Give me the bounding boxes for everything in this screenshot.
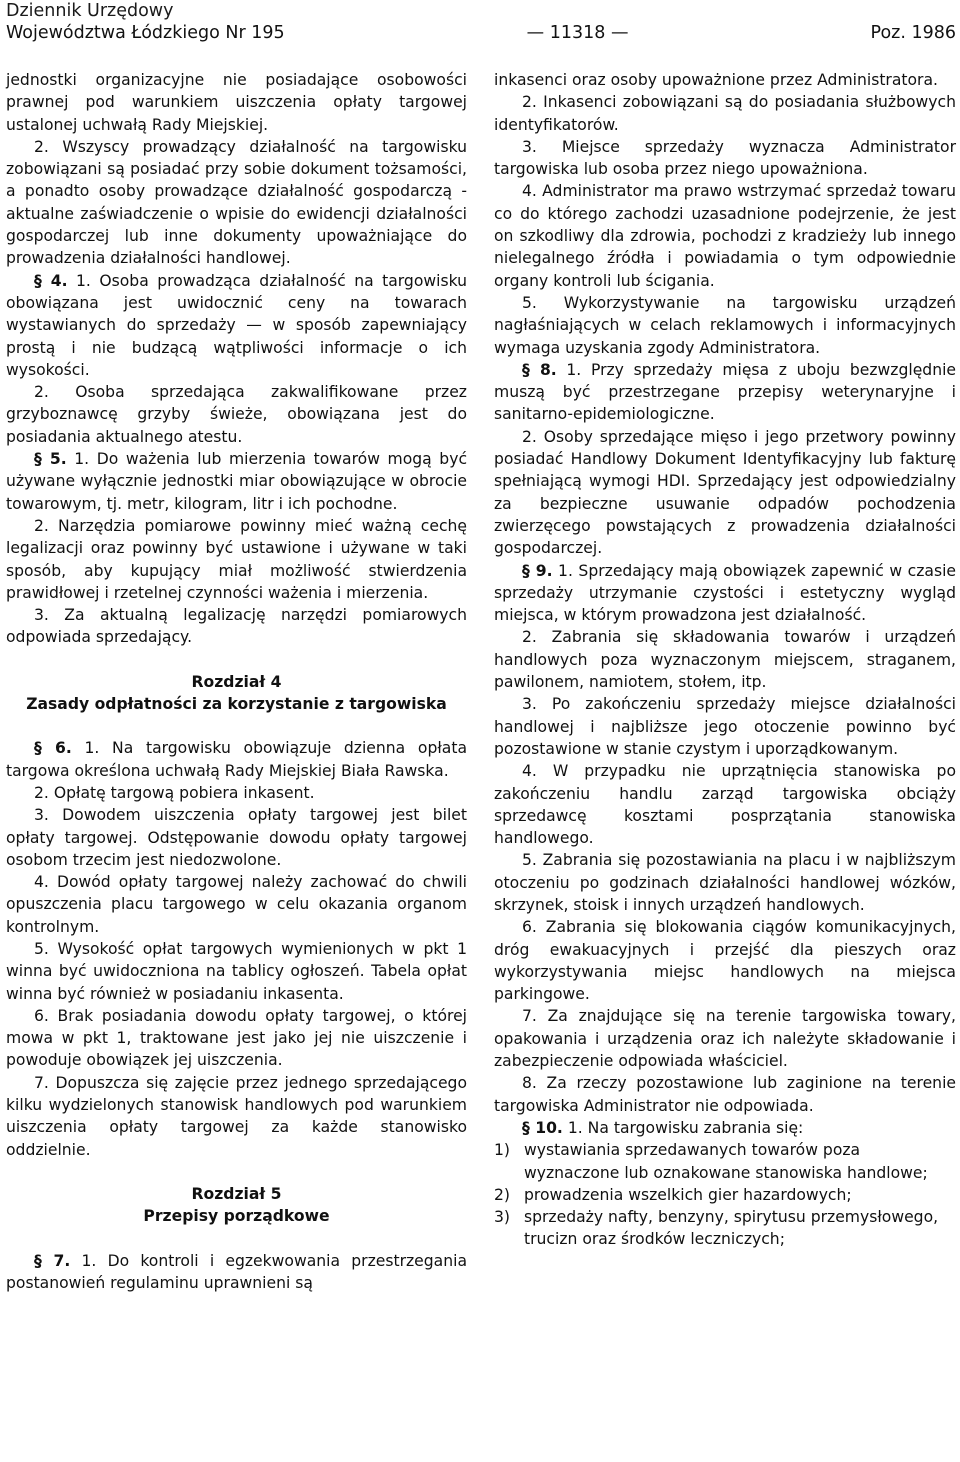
journal-issue: Województwa Łódzkiego Nr 195 [6, 23, 285, 43]
paragraph: 4. W przypadku nie uprzątnięcia stanowiska po zakończeniu handlu zarząd targowiska obciąży sprzedawcę kosztami posprzątania stanowiska handlowego. [494, 762, 956, 848]
chapter-number: Rozdział 4 [191, 672, 282, 691]
list-text: sprzedaży nafty, benzyny, spirytusu przemysłowego, trucizn oraz środków leczniczych; [524, 1208, 939, 1249]
paragraph: 2. Osoby sprzedające mięso i jego przetwory powinny posiadać Handlowy Dokument Identyfikacyjny lub fakturę spełniającą wymogi HDI. Sprzedający jest odpowiedzialny za bezpieczne usuwanie odpadów pochodzenia zwierzęcego powstających z prowadzenia działalności gospodarczej. [494, 427, 956, 558]
paragraph: 7. Dopuszcza się zajęcie przez jednego sprzedającego kilku wydzielonych stanowisk handlowych pod warunkiem uiszczenia opłaty targowej za każde stanowisko oddzielnie. [6, 1073, 467, 1159]
paragraph: 2. Osoba sprzedająca zakwalifikowane przez grzyboznawcę grzyby świeże, obowiązana jest do posiadania aktualnego atestu. [6, 383, 467, 446]
paragraph: 5. Wysokość opłat targowych wymienionych w pkt 1 winna być uwidoczniona na tablicy ogłoszeń. Tabela opłat winna być również w posiadaniu inkasenta. [6, 939, 467, 1003]
header-row [6, 22, 956, 44]
chapter-title: Zasady odpłatności za korzystanie z targowiska [26, 695, 447, 714]
list-item [494, 1206, 956, 1251]
paragraph: 2. Zabrania się składowania towarów i urządzeń handlowych poza wyznaczonym miejscem, straganem, pawilonem, namiotem, stołem, itp. [494, 628, 956, 692]
section-mark: § 6. [34, 739, 72, 758]
paragraph: jednostki organizacyjne nie posiadające osobowości prawnej pod warunkiem uiszczenia opłaty targowej ustalonej uchwałą Rady Miejskiej. [6, 71, 467, 134]
section-4: § 4. 1. Osoba prowadząca działalność na targowisku obowiązana jest uwidocznić ceny na towarach wystawianych do sprzedaży — w sposób zapewniający prostą i nie budzącą wątpliwości informacje o ich wysokości. [6, 271, 468, 379]
paragraph: 2. Opłatę targową pobiera inkasent. [34, 783, 315, 802]
paragraph: 3. Po zakończeniu sprzedaży miejsce działalności handlowej i najbliższe jego otoczenie powinno być pozostawione w stanie czystym i uporządkowanym. [494, 695, 956, 758]
paragraph: 7. Za znajdujące się na terenie targowiska towary, opakowania i urządzenia oraz ich należyte składowanie i zabezpieczenie odpowiada właściciel. [494, 1007, 956, 1071]
paragraph: 8. Za rzeczy pozostawione lub zaginione na terenie targowiska Administrator nie odpowiada. [494, 1074, 956, 1115]
paragraph: 4. Dowód opłaty targowej należy zachować do chwili opuszczenia placu targowego w celu okazania organom kontrolnym. [6, 873, 467, 936]
list-item [494, 1139, 956, 1184]
section-mark: § 10. [522, 1118, 563, 1137]
paragraph: 2. Narzędzia pomiarowe powinny mieć ważną cechę legalizacji oraz powinny być ustawione i używane w taki sposób, aby kupujący miał możliwość stwierdzenia prawidłowej i rzetelnej czynności ważenia i mierzenia. [6, 516, 467, 602]
chapter-5-heading [6, 1183, 467, 1228]
chapter-title: Przepisy porządkowe [143, 1207, 330, 1226]
paragraph: 5. Zabrania się pozostawiania na placu i w najbliższym otoczeniu po godzinach działalności handlowej wózków, skrzynek, stoisk i innych urządzeń handlowych. [494, 851, 956, 914]
page-header [6, 0, 956, 44]
section-mark: § 9. [522, 561, 553, 580]
section-7: § 7. 1. Do kontroli i egzekwowania przestrzegania postanowień regulaminu uprawnieni są [6, 1251, 467, 1292]
section-5: § 5. 1. Do ważenia lub mierzenia towarów mogą być używane wyłącznie jednostki miar obowiązujące w obrocie towarowym, tj. metr, kilogram, litr i ich pochodne. [6, 450, 468, 513]
list-number: 3) [494, 1208, 511, 1227]
paragraph: 4. Administrator ma prawo wstrzymać sprzedaż towaru co do którego zachodzi uzasadnione podejrzenie, że jest on szkodliwy dla zdrowia, pochodzi z kradzieży lub innego nielegalnego źródła i powiadamia o tym odpowiednie organy kontroli lub ścigania. [494, 182, 956, 290]
chapter-number: Rozdział 5 [191, 1184, 282, 1203]
section-mark: § 7. [34, 1251, 71, 1270]
list-number: 1) [494, 1141, 511, 1160]
paragraph: 6. Zabrania się blokowania ciągów komunikacyjnych, dróg ewakuacyjnych i przejść dla pieszych oraz wykorzystywania miejsc handlowych na miejsca parkingowe. [494, 918, 956, 1004]
list-number: 2) [494, 1185, 511, 1204]
section-mark: § 5. [34, 450, 67, 469]
position-number: Poz. 1986 [870, 23, 956, 43]
list-text: wystawiania sprzedawanych towarów poza wyznaczone lub oznakowane stanowiska handlowe; [524, 1141, 928, 1182]
list-item [494, 1184, 956, 1206]
paragraph: 3. Dowodem uiszczenia opłaty targowej jest bilet opłaty targowej. Odstępowanie dowodu opłaty targowej osobom trzecim jest niedozwolone. [6, 806, 467, 869]
paragraph: inkasenci oraz osoby upoważnione przez Administratora. [494, 71, 938, 89]
section-10: § 10. 1. Na targowisku zabrania się: [522, 1118, 804, 1137]
left-column [6, 69, 467, 1294]
paragraph: 5. Wykorzystywanie na targowisku urządzeń nagłaśniających w celach reklamowych i informacyjnych wymaga uzyskania zgody Administratora. [494, 293, 956, 357]
paragraph: 3. Za aktualną legalizację narzędzi pomiarowych odpowiada sprzedający. [6, 606, 467, 647]
section-6: § 6. 1. Na targowisku obowiązuje dzienna opłata targowa określona uchwałą Rady Miejskiej Biała Rawska. [6, 739, 467, 780]
paragraph: 6. Brak posiadania dowodu opłaty targowej, o której mowa w pkt 1, traktowane jest jako jej nie uiszczenie i powoduje obowiązek jej uiszczenia. [6, 1006, 467, 1070]
paragraph: 2. Inkasenci zobowiązani są do posiadania służbowych identyfikatorów. [494, 93, 956, 134]
list-text: prowadzenia wszelkich gier hazardowych; [524, 1185, 852, 1204]
paragraph: 2. Wszyscy prowadzący działalność na targowisku zobowiązani są posiadać przy sobie dokument tożsamości, a ponadto osoby prowadzące działalność gospodarczą - aktualne zaświadczenie o wpisie do ewidencji działalności gospodarczej lub inne dokumenty upoważniające do prowadzenia działalności handlowej. [6, 137, 467, 268]
right-column [494, 69, 956, 1251]
paragraph: 3. Miejsce sprzedaży wyznacza Administrator targowiska lub osoba przez niego upoważniona. [494, 137, 956, 179]
chapter-4-heading [6, 671, 467, 716]
page-number: — 11318 — [526, 23, 629, 43]
section-9: § 9. 1. Sprzedający mają obowiązek zapewnić w czasie sprzedaży utrzymanie czystości i estetyczny wygląd miejsca, w którym prowadzona jest działalność. [494, 561, 956, 625]
journal-title: Dziennik Urzędowy [6, 1, 174, 21]
section-8: § 8. 1. Przy sprzedaży mięsa z uboju bezwzględnie muszą być przestrzegane przepisy weterynaryjne i sanitarno-epidemiologiczne. [494, 360, 957, 424]
section-mark: § 4. [34, 271, 68, 290]
section-mark: § 8. [522, 360, 557, 379]
